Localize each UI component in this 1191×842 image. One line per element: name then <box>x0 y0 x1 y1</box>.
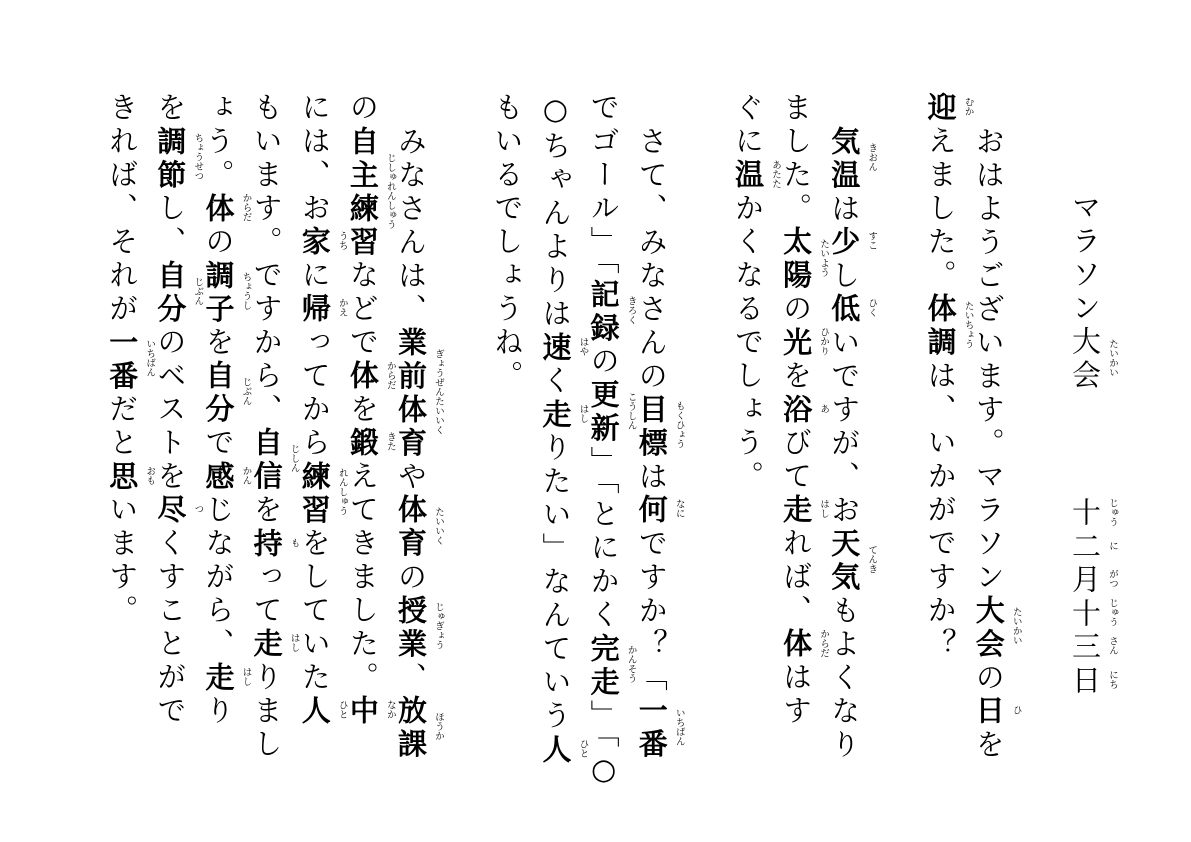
header-column <box>1061 92 1118 792</box>
ruby-word <box>971 695 1022 729</box>
ruby-reading: いちばん <box>673 707 685 746</box>
ruby-base: 記録 <box>586 278 621 346</box>
ruby-reading: さん <box>1107 636 1118 656</box>
text-run: びて <box>779 427 814 494</box>
ruby-reading: ちょうせつ <box>192 133 204 181</box>
text-run: でゴール」「 <box>586 92 621 279</box>
ruby-base: 気温 <box>827 125 862 193</box>
ruby-reading: じゅう <box>1107 598 1118 627</box>
text-run: の <box>971 661 1006 695</box>
ruby-reading: からだ <box>240 193 252 222</box>
ruby-reading: むか <box>962 97 974 117</box>
ruby-base: 十 <box>1068 597 1102 631</box>
ruby-word <box>201 259 252 327</box>
ruby-base: 月 <box>1068 564 1102 598</box>
ruby-reading: てんき <box>866 544 878 574</box>
ruby-reading: なか <box>384 700 396 720</box>
ruby-reading: れんしゅう <box>336 468 348 516</box>
ruby-reading: じぶん <box>240 377 252 406</box>
ruby-base: 浴 <box>779 393 814 427</box>
ruby-reading: からだ <box>818 628 830 657</box>
ruby-base: 大会 <box>1068 326 1102 393</box>
ruby-word <box>1068 631 1118 665</box>
ruby-word <box>634 393 685 461</box>
text-column <box>820 92 878 792</box>
text-run: を <box>153 92 188 126</box>
text-run: ぐに <box>731 92 766 159</box>
ruby-base: 鍛 <box>345 427 380 461</box>
ruby-base: 帰 <box>297 293 332 327</box>
ruby-reading: なに <box>673 499 685 519</box>
ruby-base: 目標 <box>634 393 669 461</box>
ruby-base: 自分 <box>201 360 236 427</box>
ruby-reading: はし <box>240 666 252 686</box>
text-column <box>98 92 156 792</box>
text-run: に <box>297 259 332 293</box>
ruby-reading: はし <box>288 633 300 653</box>
ruby-reading: もくひょう <box>673 401 685 449</box>
ruby-reading: ちょうし <box>240 272 252 310</box>
text-run: く <box>538 365 573 399</box>
ruby-word <box>586 632 637 700</box>
text-run: えてきました。 <box>345 460 380 695</box>
text-run: りたい」なんていう <box>538 432 573 734</box>
ruby-base: 太陽 <box>779 226 814 293</box>
ruby-base: 一番 <box>634 695 669 762</box>
ruby-base: 十 <box>1068 497 1102 531</box>
ruby-base: 感 <box>201 460 236 494</box>
ruby-base: 走 <box>201 661 236 695</box>
ruby-word <box>345 427 396 461</box>
text-run: 」「○ <box>586 699 621 791</box>
text-run: かくなるでしょう。 <box>731 192 766 494</box>
ruby-word <box>971 594 1022 662</box>
ruby-reading: じぶん <box>192 276 204 306</box>
text-run: の <box>345 92 380 126</box>
text-run: れば、 <box>779 527 814 628</box>
text-run: ○ちゃんよりは <box>538 92 573 332</box>
ruby-base: 走 <box>779 494 814 528</box>
ruby-word <box>201 360 252 427</box>
ruby-reading: きた <box>384 432 396 452</box>
text-run: きれば、それが <box>105 92 140 327</box>
ruby-word <box>827 527 878 595</box>
text-run: には、お <box>297 92 332 226</box>
ruby-reading: ひ <box>1010 705 1022 715</box>
ruby-reading: いちばん <box>144 339 156 377</box>
ruby-base: 更新 <box>586 379 621 446</box>
ruby-word <box>586 379 637 446</box>
text-run: ですか？「 <box>634 527 669 695</box>
paragraph <box>916 92 1022 792</box>
text-run: もいるでしょうね。 <box>490 92 525 394</box>
text-run: し <box>827 259 862 293</box>
ruby-word <box>634 695 685 762</box>
text-run: を <box>249 494 284 528</box>
ruby-reading: も <box>288 537 300 547</box>
ruby-base: 少 <box>827 226 862 260</box>
text-run: を <box>971 728 1006 762</box>
ruby-reading: きおん <box>866 142 878 172</box>
text-run: います。 <box>105 494 140 628</box>
text-column <box>772 92 830 792</box>
text-run: みなさんは、 <box>394 125 429 327</box>
ruby-word <box>345 360 396 394</box>
text-column <box>339 92 396 792</box>
text-run: のベストを <box>153 326 188 494</box>
ruby-word <box>1068 597 1118 632</box>
ruby-word <box>1068 497 1118 531</box>
ruby-reading: ほうか <box>433 712 445 741</box>
ruby-reading: じゅう <box>1107 497 1118 526</box>
ruby-base: 天気 <box>827 527 862 595</box>
ruby-word <box>779 494 830 528</box>
paragraph-spacer <box>868 92 916 792</box>
ruby-word <box>345 695 396 729</box>
text-run: じながら、 <box>201 494 236 662</box>
text-run: は <box>634 460 669 494</box>
ruby-word <box>827 226 878 260</box>
ruby-word <box>827 293 878 327</box>
ruby-reading: にち <box>1107 669 1118 689</box>
text-run: ました。 <box>779 92 814 226</box>
ruby-base: 三 <box>1068 631 1102 665</box>
text-run: をしていた <box>297 527 332 695</box>
ruby-word <box>538 733 589 768</box>
text-run: を <box>201 326 236 360</box>
text-run: ってから <box>297 326 332 461</box>
ruby-word <box>345 125 396 260</box>
ruby-reading: たいかい <box>1010 607 1022 645</box>
ruby-reading: はや <box>577 336 589 356</box>
ruby-base: 体 <box>201 192 236 226</box>
ruby-word <box>297 226 348 260</box>
ruby-reading: たいいく <box>433 506 445 545</box>
ruby-reading: ぎょうぜんたいいく <box>433 348 445 435</box>
ruby-word <box>779 226 830 293</box>
text-run: だと <box>105 393 140 461</box>
text-column <box>579 92 637 792</box>
ruby-word <box>153 125 204 193</box>
ruby-base: 調節 <box>153 125 188 193</box>
ruby-base: 光 <box>779 326 814 360</box>
ruby-base: 体 <box>779 628 814 662</box>
ruby-word <box>249 527 300 562</box>
ruby-word <box>394 594 445 662</box>
ruby-reading: たいかい <box>1107 338 1118 377</box>
ruby-reading: からだ <box>384 360 396 389</box>
ruby-reading: かんそう <box>625 645 637 683</box>
ruby-base: 自分 <box>153 259 188 327</box>
text-column <box>965 92 1022 792</box>
ruby-reading: じしん <box>288 444 300 473</box>
ruby-word <box>394 326 445 461</box>
ruby-base: 日 <box>1068 664 1102 698</box>
text-column <box>483 92 531 792</box>
text-run: えました。 <box>923 125 958 293</box>
ruby-word <box>586 278 637 346</box>
ruby-base: 走 <box>538 398 573 432</box>
ruby-reading: はし <box>818 499 830 519</box>
text-run: は <box>827 192 862 226</box>
ruby-word <box>634 494 685 528</box>
ruby-word <box>297 460 348 528</box>
ruby-word <box>153 494 204 528</box>
text-run: 、 <box>394 661 429 695</box>
text-run: の <box>586 345 621 379</box>
ruby-reading: あたた <box>770 159 782 188</box>
ruby-base: 人 <box>538 733 573 767</box>
text-run: りまし <box>249 661 284 762</box>
paragraph <box>98 92 445 792</box>
ruby-word <box>249 427 300 494</box>
ruby-reading: かん <box>240 465 252 485</box>
ruby-word <box>827 125 878 193</box>
ruby-base: 温 <box>731 159 766 193</box>
text-column <box>531 92 589 792</box>
ruby-reading: うち <box>336 231 348 251</box>
ruby-base: 中 <box>345 695 380 729</box>
vertical-text-body <box>98 92 1118 792</box>
ruby-reading: はし <box>577 403 589 423</box>
text-run: の <box>779 293 814 327</box>
text-run: などで <box>345 259 380 360</box>
text-run: し、 <box>153 192 188 260</box>
ruby-base: 完走 <box>586 632 621 700</box>
ruby-base: 体育 <box>394 494 429 561</box>
ruby-word <box>105 460 156 495</box>
ruby-word <box>731 159 782 193</box>
text-run: おはようございます。マラソン <box>971 125 1006 595</box>
ruby-word <box>394 494 445 561</box>
ruby-base: 調子 <box>201 259 236 327</box>
ruby-reading: あ <box>818 403 830 413</box>
ruby-base: 業前体育 <box>394 326 429 461</box>
ruby-reading: じしゅれんしゅう <box>384 152 396 229</box>
text-run: 」「とにかく <box>586 446 621 633</box>
ruby-word <box>201 460 252 495</box>
document-title <box>1061 192 1118 393</box>
ruby-word <box>779 326 830 361</box>
text-column <box>916 92 974 792</box>
text-run: くすことがで <box>153 527 188 729</box>
paragraph <box>483 92 685 792</box>
ruby-base: 体 <box>345 360 380 394</box>
text-run: ょう。 <box>201 92 236 193</box>
ruby-word <box>1068 530 1118 565</box>
text-run: り <box>201 695 236 729</box>
ruby-base: 思 <box>105 460 140 494</box>
ruby-word <box>201 192 252 227</box>
ruby-base: 走 <box>249 628 284 662</box>
text-run: や <box>394 460 429 494</box>
paragraph <box>724 92 878 792</box>
text-run: いですが、お <box>827 326 862 528</box>
ruby-reading: かえ <box>336 298 348 318</box>
ruby-word <box>923 293 974 360</box>
text-column <box>724 92 782 792</box>
paragraph-spacer <box>1013 92 1061 792</box>
ruby-base: 体調 <box>923 293 958 360</box>
ruby-base: 迎 <box>923 92 958 126</box>
ruby-word <box>297 293 348 327</box>
ruby-reading: がつ <box>1107 569 1118 589</box>
ruby-base: 低 <box>827 293 862 327</box>
text-run: を <box>345 393 380 427</box>
ruby-reading: たいちょう <box>962 300 974 349</box>
ruby-base: 自信 <box>249 427 284 494</box>
ruby-base: 尽 <box>153 494 188 528</box>
ruby-base: 持 <box>249 527 284 561</box>
ruby-base: 練習 <box>297 460 332 528</box>
ruby-word <box>779 393 830 428</box>
ruby-reading: つ <box>192 504 204 514</box>
text-run: さて、みなさんの <box>634 125 669 394</box>
ruby-reading: たいよう <box>818 238 830 277</box>
ruby-base: 家 <box>297 226 332 260</box>
ruby-reading: すこ <box>866 231 878 251</box>
ruby-base: 一番 <box>105 326 140 394</box>
ruby-word <box>1068 664 1118 699</box>
ruby-word <box>153 259 204 327</box>
ruby-reading: おも <box>144 465 156 485</box>
ruby-reading: じゅぎょう <box>433 602 445 650</box>
ruby-reading: ひと <box>336 700 348 720</box>
ruby-word <box>105 326 156 394</box>
text-run: を <box>779 360 814 394</box>
text-run: マラソン <box>1068 192 1102 326</box>
text-run: の <box>394 561 429 595</box>
ruby-base: 授業 <box>394 594 429 662</box>
ruby-base: 人 <box>297 695 332 729</box>
text-run: もいます。ですから、 <box>249 92 284 427</box>
text-run: は、いかがですか？ <box>923 360 958 662</box>
ruby-reading: きろく <box>625 295 637 325</box>
ruby-base: 放課 <box>394 695 429 762</box>
ruby-word <box>394 695 445 762</box>
ruby-word <box>249 628 300 662</box>
text-column <box>146 92 204 792</box>
ruby-base: 大会 <box>971 594 1006 662</box>
ruby-reading: ひと <box>577 738 589 758</box>
document-date <box>1061 497 1118 698</box>
ruby-reading: に <box>1107 540 1118 550</box>
ruby-base: 自主練習 <box>345 125 380 260</box>
ruby-word <box>201 661 252 696</box>
text-run: の <box>201 226 236 260</box>
ruby-word <box>923 92 974 126</box>
ruby-base: 何 <box>634 494 669 528</box>
ruby-word <box>1068 564 1118 598</box>
ruby-base: 二 <box>1068 530 1102 564</box>
ruby-word <box>297 695 348 729</box>
ruby-word <box>538 398 589 433</box>
text-run: もよくなり <box>827 594 862 762</box>
ruby-base: 速 <box>538 331 573 365</box>
ruby-word <box>779 628 830 662</box>
text-run: はす <box>779 661 814 729</box>
ruby-word <box>1068 326 1118 393</box>
ruby-reading: ひく <box>866 298 878 318</box>
text-run: って <box>249 561 284 628</box>
ruby-reading: こうしん <box>625 391 637 430</box>
text-run: で <box>201 427 236 461</box>
ruby-word <box>538 331 589 366</box>
ruby-reading: ひかり <box>818 327 830 356</box>
ruby-base: 日 <box>971 695 1006 729</box>
text-column <box>194 92 252 792</box>
